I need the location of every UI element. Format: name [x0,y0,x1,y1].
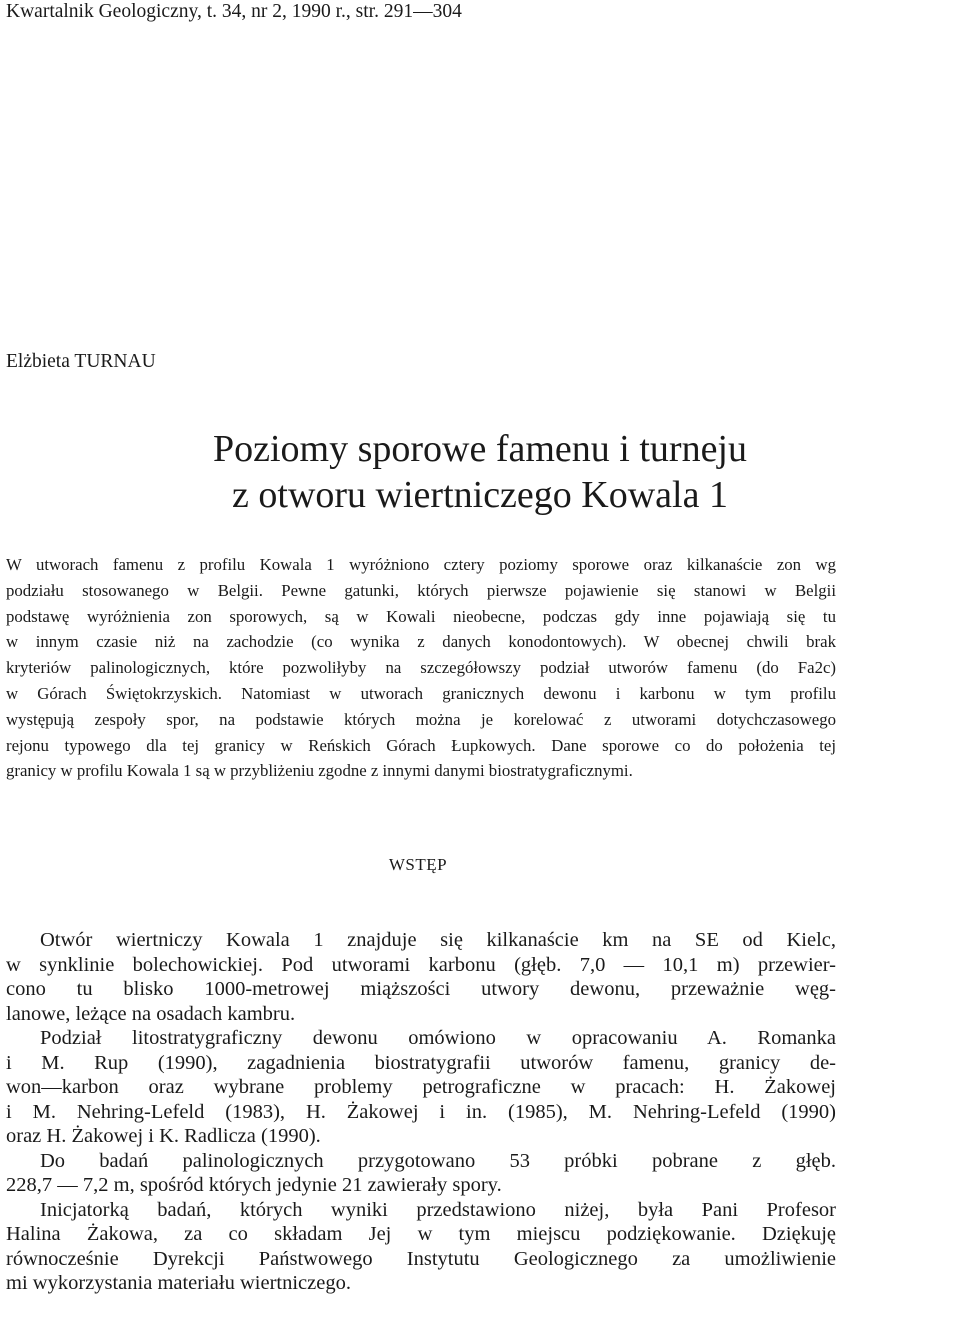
section-heading: WSTĘP [388,855,448,874]
paper-title [0,426,960,518]
body-line: równocześnie Dyrekcji Państwowego Instytutu Geologicznego za umożliwienie [6,1247,836,1270]
body-line: won—karbon oraz wybrane problemy petrograficzne w pracach: H. Żakowej [6,1076,836,1098]
abstract-line: W utworach famenu z profilu Kowala 1 wyróżniono cztery poziomy sporowe oraz kilkanaście zon wg [6,555,836,574]
abstract-line: granicy w profilu Kowala 1 są w przybliżeniu zgodne z innymi danymi biostratygraficznymi. [6,761,633,781]
body-line: i M. Rup (1990), zagadnienia biostratygrafii utworów famenu, granicy de- [6,1051,836,1074]
abstract-line: podstawę wyróżnienia zon sporowych, są w Kowali nieobecne, podczas gdy inne pojawiają się tu [6,606,836,626]
abstract-line: występują zespoły spor, na podstawie których można je korelować z utworami dotychczasowego [6,709,836,729]
abstract [6,552,836,784]
body-line: Podział litostratygraficzny dewonu omówiono w opracowaniu A. Romanka [40,1027,836,1049]
title-line-1: Poziomy sporowe famenu i turneju [212,428,747,470]
title-line-2: z otworu wiertniczego Kowala 1 [232,474,728,516]
author-name: Elżbieta TURNAU [6,351,156,372]
abstract-line: podziału stosowanego w Belgii. Pewne gatunki, których pierwsze pojawienie się stanowi w Belgii [6,580,836,600]
abstract-line: w Górach Świętokrzyskich. Natomiast w utworach granicznych dewonu i karbonu w tym profilu [6,683,836,703]
body-line: 228,7 — 7,2 m, spośród których jedynie 21 zawierały spory. [6,1174,502,1196]
body-line: Inicjatorką badań, których wyniki przedstawiono niżej, była Pani Profesor [40,1198,836,1221]
body-line: i M. Nehring-Lefeld (1983), H. Żakowej i in. (1985), M. Nehring-Lefeld (1990) [6,1100,836,1123]
body-line: Do badań palinologicznych przygotowano 53 próbki pobrane z głęb. [40,1149,836,1172]
body-text [6,928,836,1296]
abstract-line: rejonu typowego dla tej granicy w Reńskich Górach Łupkowych. Dane sporowe co do położenia tej [6,735,836,755]
body-line: mi wykorzystania materiału wiertniczego. [6,1272,351,1294]
body-line: cono tu blisko 1000-metrowej miąższości utwory dewonu, przeważnie węg- [6,978,836,1000]
body-line: Halina Żakowa, za co składam Jej w tym miejscu podziękowanie. Dziękuję [6,1223,836,1245]
journal-reference: Kwartalnik Geologiczny, t. 34, nr 2, 1990 r., str. 291—304 [6,1,462,22]
abstract-line: kryteriów palinologicznych, które pozwoliłyby na szczegółowszy podział utworów famenu (do Fa2c) [6,658,836,678]
body-line: lanowe, leżące na osadach kambru. [6,1002,296,1025]
body-line: w synklinie bolechowickiej. Pod utworami karbonu (głęb. 7,0 — 10,1 m) przewier- [6,953,836,976]
body-line: Otwór wiertniczy Kowala 1 znajduje się kilkanaście km na SE od Kielc, [40,929,836,951]
body-line: oraz H. Żakowej i K. Radlicza (1990). [6,1125,321,1147]
abstract-line: w innym czasie niż na zachodzie (co wynika z danych konodontowych). W obecnej chwili brak [6,632,836,652]
